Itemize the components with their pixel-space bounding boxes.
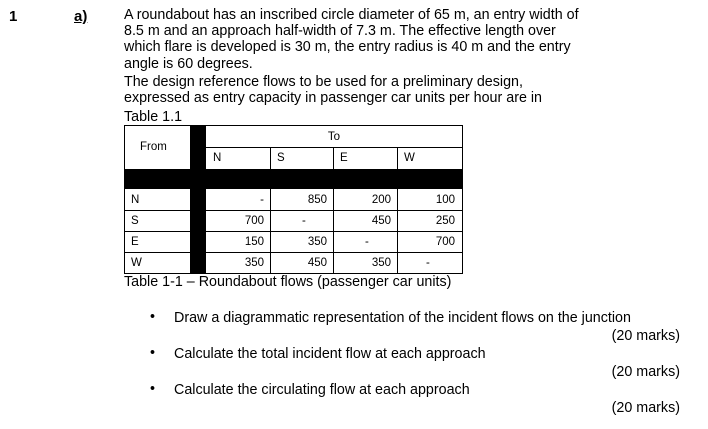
table-cell: 250	[435, 215, 455, 227]
bullet-icon: •	[150, 309, 156, 325]
flow-table	[124, 125, 463, 274]
table-cell: 200	[371, 194, 391, 206]
col-header-n: N	[213, 152, 222, 164]
task-marks: (20 marks)	[611, 364, 680, 380]
task-text: Draw a diagrammatic representation of the incident flows on the junction	[174, 310, 631, 326]
question-part: a)	[74, 8, 88, 25]
bullet-icon: •	[150, 345, 156, 361]
task-text: Calculate the total incident flow at each approach	[174, 346, 486, 362]
table-cell: 150	[244, 236, 264, 248]
intro-line: A roundabout has an inscribed circle diameter of 65 m, an entry width of	[124, 7, 579, 23]
table-reference: Table 1.1	[124, 109, 183, 125]
row-label-w: W	[131, 257, 142, 269]
table-cell: -	[426, 257, 430, 269]
table-cell: 850	[307, 194, 327, 206]
col-header-e: E	[340, 152, 348, 164]
table-cell: 350	[244, 257, 264, 269]
row-label-s: S	[131, 215, 139, 227]
from-header: From	[140, 141, 167, 153]
task-text: Calculate the circulating flow at each approach	[174, 382, 470, 398]
intro-paragraph	[124, 7, 644, 72]
table-cell: 700	[244, 215, 264, 227]
table-cell: -	[302, 215, 306, 227]
intro-line: angle is 60 degrees.	[124, 55, 253, 72]
row-label-n: N	[131, 194, 140, 206]
table-cell: 100	[435, 194, 455, 206]
table-cell: 350	[371, 257, 391, 269]
col-header-s: S	[277, 152, 285, 164]
table-cell: -	[365, 236, 369, 248]
task-marks: (20 marks)	[611, 400, 680, 416]
intro-line: 8.5 m and an approach half-width of 7.3 m. The effective length over	[124, 23, 556, 40]
table-cell: 700	[435, 236, 455, 248]
task-marks: (20 marks)	[611, 328, 680, 344]
bullet-icon: •	[150, 381, 156, 397]
design-line: expressed as entry capacity in passenger car units per hour are in	[124, 90, 543, 107]
table-caption: Table 1-1 – Roundabout flows (passenger car units)	[124, 274, 452, 290]
intro-line: which flare is developed is 30 m, the entry radius is 40 m and the entry	[124, 39, 571, 56]
table-cell: 350	[307, 236, 327, 248]
design-paragraph	[124, 74, 644, 106]
row-label-e: E	[131, 236, 139, 248]
table-cell: 450	[371, 215, 391, 227]
question-number: 1	[9, 8, 18, 25]
col-header-w: W	[404, 152, 415, 164]
table-cell: 450	[307, 257, 327, 269]
table-cell: -	[260, 194, 264, 206]
to-header: To	[327, 131, 341, 143]
design-line: The design reference flows to be used for a preliminary design,	[124, 74, 523, 90]
